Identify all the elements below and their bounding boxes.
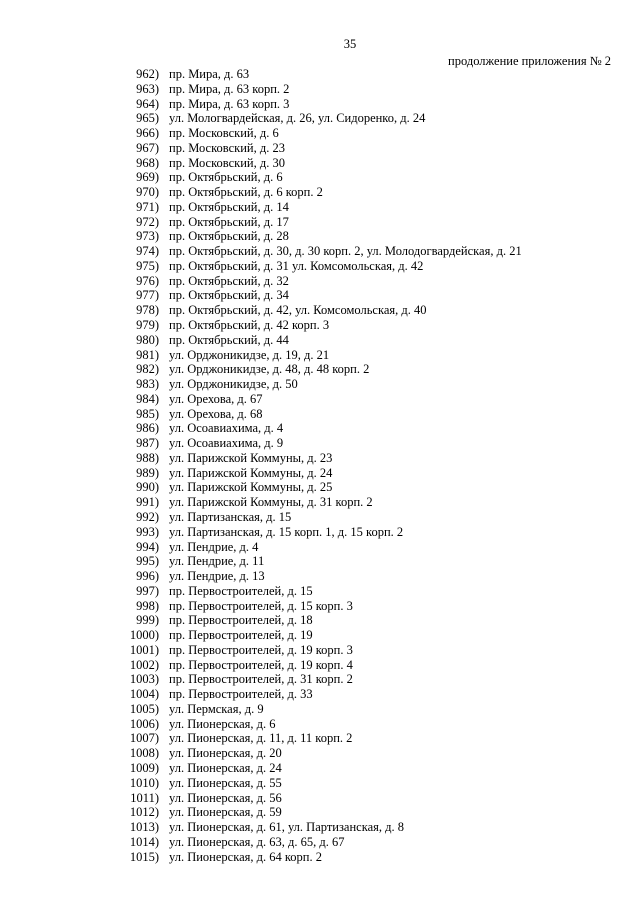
item-address: ул. Пионерская, д. 6: [169, 716, 276, 731]
item-number: 982): [136, 362, 159, 377]
item-number: 999): [136, 613, 159, 628]
item-address: ул. Пендрие, д. 13: [169, 569, 265, 584]
item-number: 978): [136, 303, 159, 318]
list-item: [0, 850, 640, 865]
item-address: пр. Октябрьский, д. 17: [169, 214, 289, 229]
list-item: [0, 525, 640, 540]
item-address: ул. Пионерская, д. 55: [169, 775, 282, 790]
item-number: 964): [136, 96, 159, 111]
item-number: 996): [136, 569, 159, 584]
item-address: пр. Мира, д. 63: [169, 67, 250, 81]
item-number: 1011): [130, 790, 159, 805]
item-number: 979): [136, 318, 159, 333]
item-address: пр. Московский, д. 23: [169, 140, 285, 155]
item-number: 986): [136, 421, 159, 436]
list-item: [0, 67, 640, 82]
list-item: [0, 421, 640, 436]
list-item: [0, 805, 640, 820]
item-address: пр. Московский, д. 6: [169, 126, 279, 141]
list-item: [0, 303, 640, 318]
list-item: [0, 835, 640, 850]
item-number: 1015): [129, 849, 159, 864]
list-item: [0, 820, 640, 835]
item-address: ул. Осоавиахима, д. 9: [169, 436, 284, 451]
item-address: ул. Орехова, д. 68: [169, 406, 263, 421]
list-item: [0, 480, 640, 495]
item-address: пр. Октябрьский, д. 14: [169, 199, 289, 214]
item-address: пр. Октябрьский, д. 6: [169, 170, 283, 185]
list-item: [0, 229, 640, 244]
item-number: 971): [136, 199, 159, 214]
list-item: [0, 259, 640, 274]
list-item: [0, 702, 640, 717]
list-item: [0, 761, 640, 776]
item-address: пр. Первостроителей, д. 19: [169, 628, 313, 643]
item-address: пр. Первостроителей, д. 18: [169, 613, 313, 628]
item-address: ул. Осоавиахима, д. 4: [169, 421, 284, 436]
item-address: пр. Октябрьский, д. 30, д. 30 корп. 2, ул. Молодогвардейская, д. 21: [169, 244, 522, 259]
item-number: 991): [136, 495, 159, 510]
item-number: 1003): [129, 672, 159, 687]
item-number: 968): [136, 155, 159, 170]
item-number: 965): [136, 111, 159, 126]
item-number: 1002): [129, 657, 159, 672]
list-item: [0, 451, 640, 466]
list-item: [0, 658, 640, 673]
item-address: ул. Пионерская, д. 59: [169, 805, 282, 820]
item-address: ул. Парижской Коммуны, д. 25: [169, 480, 333, 495]
item-address: пр. Первостроителей, д. 33: [169, 687, 313, 702]
item-address: пр. Первостроителей, д. 31 корп. 2: [169, 672, 353, 687]
item-address: ул. Пионерская, д. 11, д. 11 корп. 2: [169, 731, 353, 746]
item-number: 1014): [129, 834, 159, 849]
item-number: 998): [136, 598, 159, 613]
list-item: [0, 200, 640, 215]
item-number: 993): [136, 524, 159, 539]
item-address: пр. Первостроителей, д. 19 корп. 4: [169, 657, 353, 672]
item-number: 995): [136, 554, 159, 569]
item-address: пр. Октябрьский, д. 34: [169, 288, 289, 303]
item-number: 962): [136, 67, 159, 81]
item-number: 983): [136, 377, 159, 392]
item-number: 1010): [129, 775, 159, 790]
item-number: 980): [136, 332, 159, 347]
item-address: ул. Парижской Коммуны, д. 23: [169, 450, 333, 465]
item-number: 1007): [129, 731, 159, 746]
list-item: [0, 717, 640, 732]
list-item: [0, 628, 640, 643]
item-number: 994): [136, 539, 159, 554]
list-item: [0, 377, 640, 392]
item-number: 987): [136, 436, 159, 451]
item-address: ул. Парижской Коммуны, д. 24: [169, 465, 333, 480]
list-item: [0, 554, 640, 569]
list-item: [0, 687, 640, 702]
item-number: 963): [136, 81, 159, 96]
list-item: [0, 613, 640, 628]
item-number: 973): [136, 229, 159, 244]
item-number: 1009): [129, 760, 159, 775]
list-item: [0, 599, 640, 614]
list-item: [0, 584, 640, 599]
page-number: 35: [343, 37, 357, 51]
item-number: 990): [136, 480, 159, 495]
list-item: [0, 746, 640, 761]
item-number: 976): [136, 273, 159, 288]
item-address: пр. Мира, д. 63 корп. 3: [169, 96, 290, 111]
list-item: [0, 141, 640, 156]
item-number: 1004): [129, 687, 159, 702]
list-item: [0, 540, 640, 555]
item-number: 985): [136, 406, 159, 421]
list-item: [0, 170, 640, 185]
item-number: 981): [136, 347, 159, 362]
item-address: пр. Первостроителей, д. 15 корп. 3: [169, 598, 353, 613]
list-item: [0, 643, 640, 658]
list-item: [0, 392, 640, 407]
item-address: пр. Октябрьский, д. 32: [169, 273, 289, 288]
item-address: ул. Мологвардейская, д. 26, ул. Сидоренко, д. 24: [169, 111, 426, 126]
list-item: [0, 82, 640, 97]
item-address: пр. Октябрьский, д. 42 корп. 3: [169, 318, 330, 333]
list-item: [0, 731, 640, 746]
list-item: [0, 288, 640, 303]
item-number: 984): [136, 391, 159, 406]
list-item: [0, 318, 640, 333]
item-number: 977): [136, 288, 159, 303]
list-item: [0, 274, 640, 289]
item-address: ул. Партизанская, д. 15: [169, 509, 292, 524]
item-address: ул. Орехова, д. 67: [169, 391, 263, 406]
item-address: ул. Пермская, д. 9: [169, 701, 264, 716]
item-address: ул. Пионерская, д. 61, ул. Партизанская, д. 8: [169, 820, 404, 835]
item-number: 989): [136, 465, 159, 480]
item-address: ул. Пионерская, д. 24: [169, 760, 282, 775]
item-number: 988): [136, 450, 159, 465]
item-number: 967): [136, 140, 159, 155]
item-address: пр. Октябрьский, д. 28: [169, 229, 289, 244]
list-item: [0, 776, 640, 791]
list-item: [0, 333, 640, 348]
address-list: [0, 67, 640, 864]
list-item: [0, 510, 640, 525]
list-item: [0, 466, 640, 481]
list-item: [0, 215, 640, 230]
list-item: [0, 407, 640, 422]
item-address: ул. Орджоникидзе, д. 19, д. 21: [169, 347, 330, 362]
item-address: ул. Пионерская, д. 20: [169, 746, 282, 761]
item-number: 972): [136, 214, 159, 229]
list-item: [0, 97, 640, 112]
list-item: [0, 111, 640, 126]
item-address: пр. Октябрьский, д. 31 ул. Комсомольская, д. 42: [169, 258, 424, 273]
item-address: пр. Московский, д. 30: [169, 155, 285, 170]
item-number: 974): [136, 244, 159, 259]
item-address: пр. Октябрьский, д. 6 корп. 2: [169, 185, 323, 200]
item-number: 992): [136, 509, 159, 524]
item-address: ул. Пионерская, д. 63, д. 65, д. 67: [169, 834, 345, 849]
item-number: 1012): [129, 805, 159, 820]
list-item: [0, 244, 640, 259]
item-number: 966): [136, 126, 159, 141]
item-address: ул. Орджоникидзе, д. 50: [169, 377, 298, 392]
item-address: ул. Партизанская, д. 15 корп. 1, д. 15 корп. 2: [169, 524, 404, 539]
item-number: 969): [136, 170, 159, 185]
item-number: 1005): [129, 701, 159, 716]
item-address: ул. Пендрие, д. 4: [169, 539, 259, 554]
list-item: [0, 672, 640, 687]
list-item: [0, 348, 640, 363]
list-item: [0, 156, 640, 171]
item-address: ул. Пендрие, д. 11: [169, 554, 265, 569]
list-item: [0, 436, 640, 451]
item-number: 1008): [129, 746, 159, 761]
item-number: 997): [136, 583, 159, 598]
list-item: [0, 495, 640, 510]
item-address: пр. Октябрьский, д. 42, ул. Комсомольская, д. 40: [169, 303, 427, 318]
item-number: 1006): [129, 716, 159, 731]
item-address: ул. Орджоникидзе, д. 48, д. 48 корп. 2: [169, 362, 370, 377]
item-number: 1001): [129, 642, 159, 657]
item-address: ул. Пионерская, д. 56: [169, 790, 282, 805]
list-item: [0, 126, 640, 141]
item-number: 975): [136, 258, 159, 273]
item-number: 970): [136, 185, 159, 200]
list-item: [0, 569, 640, 584]
item-number: 1013): [129, 820, 159, 835]
list-item: [0, 185, 640, 200]
continuation-note: продолжение приложения № 2: [448, 54, 611, 68]
item-number: 1000): [129, 628, 159, 643]
item-address: ул. Парижской Коммуны, д. 31 корп. 2: [169, 495, 373, 510]
list-item: [0, 362, 640, 377]
item-address: ул. Пионерская, д. 64 корп. 2: [169, 849, 322, 864]
item-address: пр. Первостроителей, д. 15: [169, 583, 313, 598]
item-address: пр. Первостроителей, д. 19 корп. 3: [169, 642, 353, 657]
list-item: [0, 791, 640, 806]
item-address: пр. Мира, д. 63 корп. 2: [169, 81, 290, 96]
item-address: пр. Октябрьский, д. 44: [169, 332, 289, 347]
